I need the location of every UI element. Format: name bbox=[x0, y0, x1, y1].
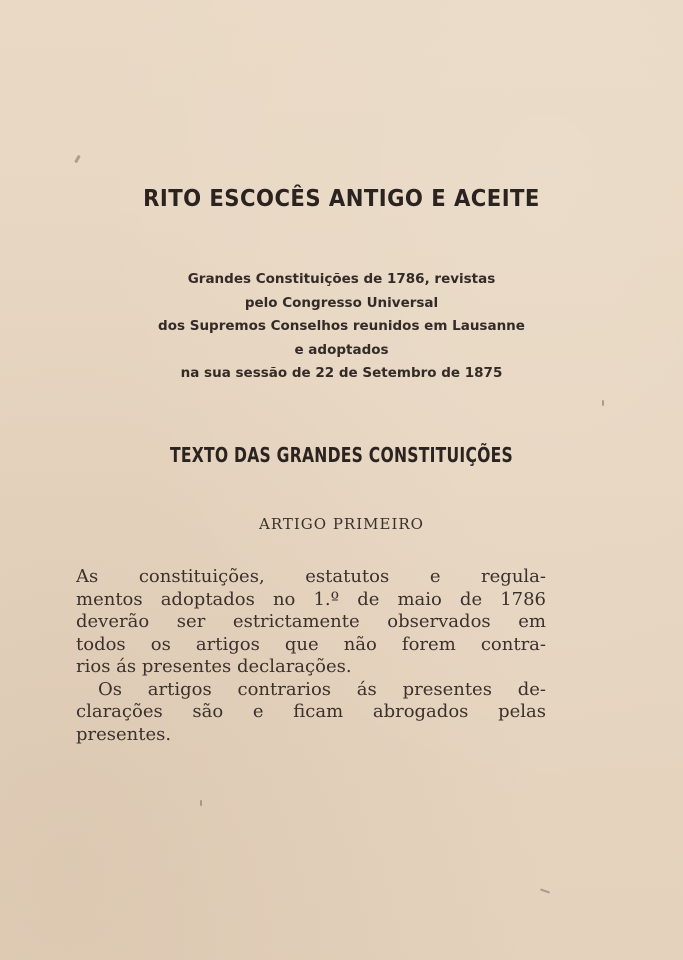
body-line: mentos adoptados no 1.º de maio de 1786 bbox=[76, 588, 546, 610]
paper-speck bbox=[602, 400, 604, 406]
body-line: clarações são e ficam abrogados pelas bbox=[76, 701, 546, 722]
body-line: rios ás presentes declarações. bbox=[76, 656, 352, 677]
subtitle-line: na sua sessão de 22 de Setembro de 1875 bbox=[180, 365, 503, 381]
subtitle-line: Grandes Constituições de 1786, revistas bbox=[187, 271, 496, 287]
body-line: todos os artigos que não forem contra- bbox=[76, 633, 546, 655]
subtitle-line: dos Supremos Conselhos reunidos em Lausanne bbox=[158, 318, 525, 334]
paper-speck bbox=[200, 800, 202, 806]
article-body bbox=[76, 566, 546, 746]
body-line: presentes. bbox=[76, 723, 172, 745]
subtitle-line: pelo Congresso Universal bbox=[244, 294, 439, 311]
document-title: RITO ESCOCÊS ANTIGO E ACEITE bbox=[143, 186, 540, 212]
body-line: As constituições, estatutos e regula- bbox=[76, 566, 546, 587]
subtitle-block bbox=[60, 268, 623, 386]
subtitle-line: e adoptados bbox=[294, 341, 389, 358]
body-line: Os artigos contrarios ás presentes de- bbox=[98, 678, 546, 700]
article-title: ARTIGO PRIMEIRO bbox=[259, 515, 424, 533]
body-line: deverão ser estrictamente observados em bbox=[76, 611, 546, 632]
section-title: TEXTO DAS GRANDES CONSTITUIÇÕES bbox=[169, 443, 513, 467]
paper-speck bbox=[74, 155, 81, 163]
paper-speck bbox=[540, 888, 550, 893]
